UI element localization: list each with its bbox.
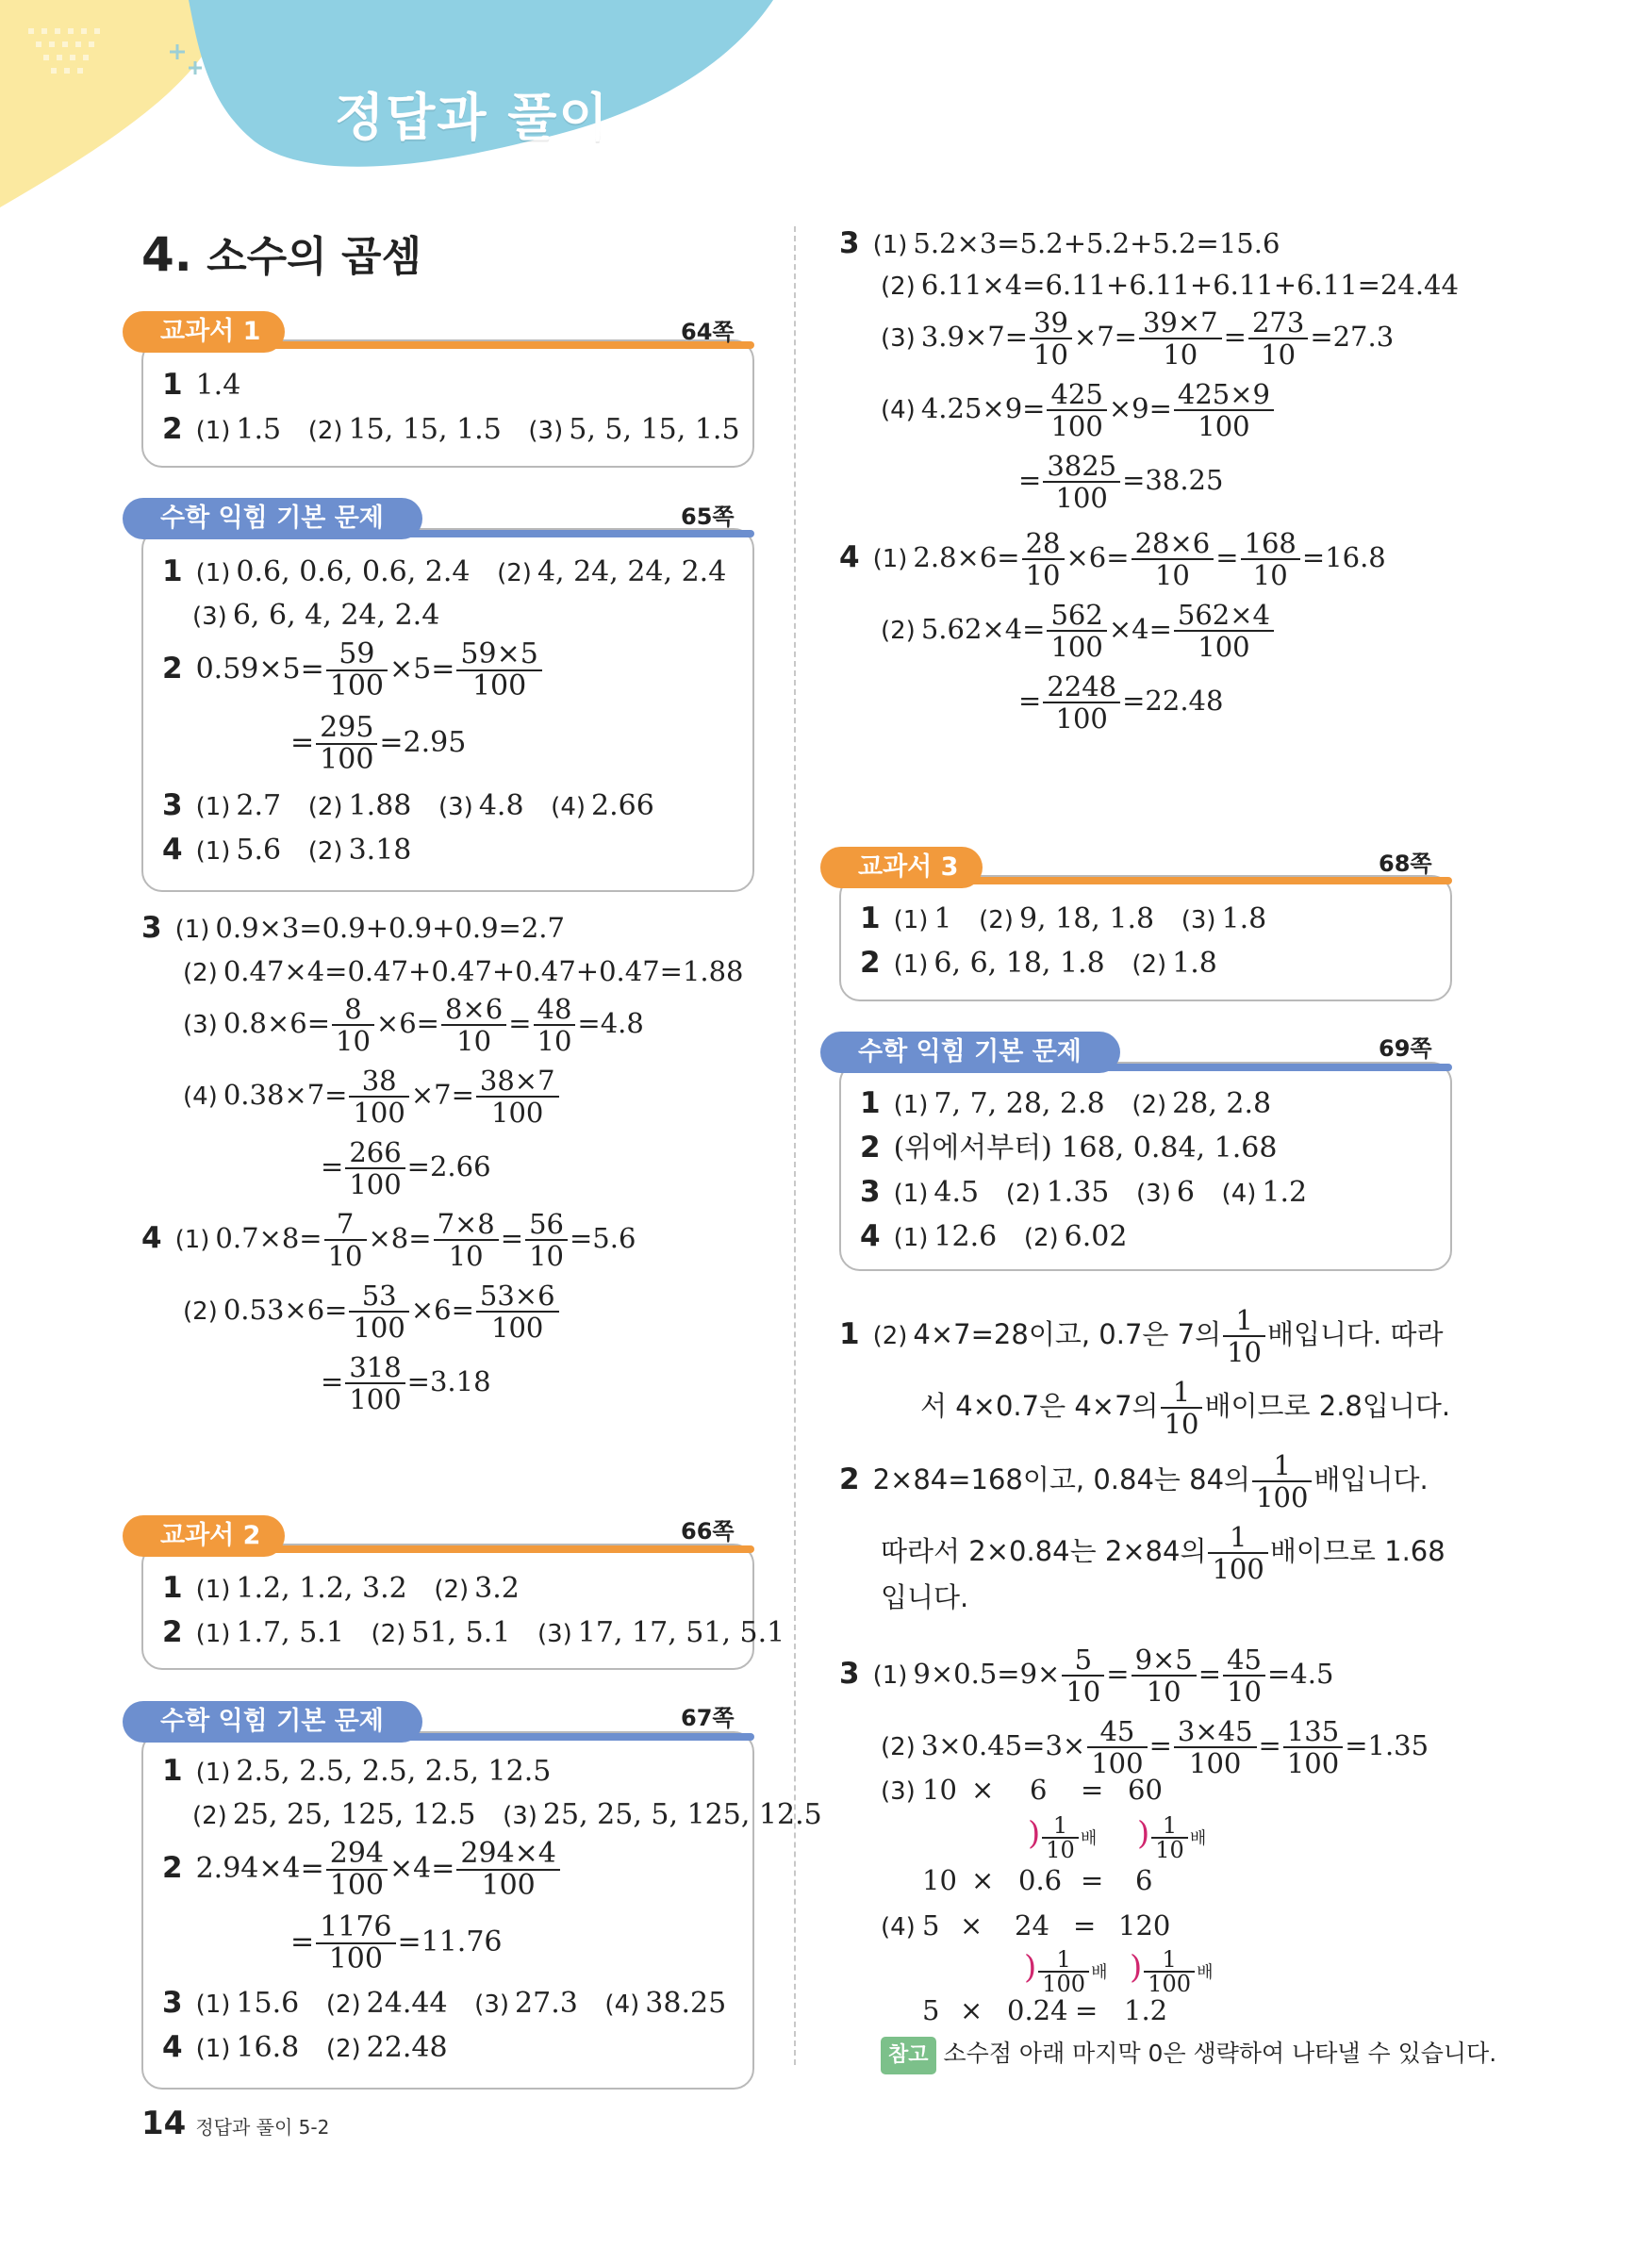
page-ref: 65쪽: [681, 504, 735, 530]
textbook-1-tab: 교과서 1: [123, 311, 285, 353]
explanation-line: = $\frac{266}{100}$ =2.66: [321, 1136, 491, 1200]
scheme-cell: 60: [1128, 1774, 1163, 1806]
scheme-annotation: ) $\frac{1}{10}$ 배: [1028, 1812, 1098, 1863]
answer-line: 1 (1) 0.6, 0.6, 0.6, 2.4 (2) 4, 24, 24, 2.4: [162, 554, 727, 588]
note: [881, 2037, 1496, 2074]
scheme-cell: 1.2: [1124, 1994, 1168, 2026]
chapter-name: 소수의 곱셈: [206, 233, 421, 281]
answer-line: 2 0.59×5= $\frac{59}{100}$ ×5= $\frac{59\times 5}{100}$: [162, 639, 544, 702]
practice-69-tab: 수학 익힘 기본 문제: [820, 1032, 1120, 1073]
answer-line: 3 (1) 15.6 (2) 24.44 (3) 27.3 (4) 38.25: [162, 1986, 727, 2020]
answer-line: 1 (1) 1 (2) 9, 18, 1.8 (3) 1.8: [860, 901, 1267, 935]
answer-line: 4 (1) 16.8 (2) 22.48: [162, 2030, 448, 2064]
textbook-1-box: [141, 339, 754, 468]
explanation-line: (3): [881, 1777, 916, 1806]
chapter-number: 4.: [141, 227, 192, 282]
note-badge: 참고: [881, 2037, 936, 2074]
explanation-line: 1 (2) 4×7=28이고, 0.7은 7의 $\frac{1}{10}$ 배입니다. 따라: [839, 1304, 1444, 1368]
answer-line: 3 (1) 2.7 (2) 1.88 (3) 4.8 (4) 2.66: [162, 788, 654, 822]
explanation-line: (3) 0.8×6= $\frac{8}{10}$ ×6= $\frac{8\times 6}{10}$ = $\frac{48}{10}$ =4.8: [183, 993, 644, 1057]
scheme-cell: 6: [1030, 1774, 1048, 1806]
scheme-annotation: ) $\frac{1}{10}$ 배: [1137, 1812, 1207, 1863]
textbook-3-box: [839, 875, 1452, 1001]
scheme-cell: ×: [971, 1864, 995, 1896]
page-footer: [141, 2105, 329, 2142]
explanation-line: (2) 3×0.45=3× $\frac{45}{100}$ = $\frac{3\times 45}{100}$ = $\frac{135}{100}$ =1.35: [881, 1715, 1429, 1779]
answer-line: 1 (1) 2.5, 2.5, 2.5, 2.5, 12.5: [162, 1754, 552, 1788]
explanation-line: (4): [881, 1913, 916, 1941]
column-divider: [794, 226, 796, 2065]
scheme-annotation: ) $\frac{1}{100}$ 배: [1130, 1946, 1214, 1997]
scheme-cell: ×: [960, 1994, 983, 2026]
scheme-cell: 5: [922, 1909, 940, 1941]
page-header-title: 정답과 풀이: [335, 88, 610, 147]
explanation-line: (2) 0.53×6= $\frac{53}{100}$ ×6= $\frac{53\times 6}{100}$: [183, 1280, 561, 1343]
textbook-2-tab: 교과서 2: [123, 1515, 285, 1557]
page-number: 14: [141, 2105, 187, 2142]
explanation-line: 3 (1) 9×0.5=9× $\frac{5}{10}$ = $\frac{9\times 5}{10}$ = $\frac{45}{10}$ =4.5: [839, 1644, 1334, 1708]
scheme-cell: =: [1081, 1864, 1104, 1896]
answer-line: 2 (1) 6, 6, 18, 1.8 (2) 1.8: [860, 946, 1217, 980]
explanation-line: 따라서 2×0.84는 2×84의 $\frac{1}{100}$ 배이므로 1.68: [881, 1521, 1446, 1585]
scheme-annotation: ) $\frac{1}{100}$ 배: [1024, 1946, 1108, 1997]
explanation-line: (2) 6.11×4=6.11+6.11+6.11+6.11=24.44: [881, 269, 1459, 301]
scheme-cell: ×: [960, 1909, 983, 1941]
scheme-cell: ×: [971, 1774, 995, 1806]
explanation-line: 4 (1) 0.7×8= $\frac{7}{10}$ ×8= $\frac{7\times 8}{10}$ = $\frac{56}{10}$ =5.6: [141, 1208, 636, 1272]
explanation-line: = $\frac{3825}{100}$ =38.25: [1018, 450, 1224, 514]
explanation-line: 3 (1) 5.2×3=5.2+5.2+5.2=15.6: [839, 226, 1280, 260]
explanation-line: (3) 3.9×7= $\frac{39}{10}$ ×7= $\frac{39\times 7}{10}$ = $\frac{273}{10}$ =27.3: [881, 306, 1395, 371]
answer-line: (2) 25, 25, 125, 12.5 (3) 25, 25, 5, 125, 12.5: [192, 1798, 822, 1831]
answer-line: 2 (위에서부터) 168, 0.84, 1.68: [860, 1131, 1278, 1165]
chapter-title: [141, 223, 421, 283]
explanation-line: (4) 0.38×7= $\frac{38}{100}$ ×7= $\frac{38\times 7}{100}$: [183, 1066, 561, 1128]
scheme-cell: =: [1075, 1994, 1099, 2026]
answer-line: 2 (1) 1.7, 5.1 (2) 51, 5.1 (3) 17, 17, 51, 5.1: [162, 1615, 785, 1649]
answer-line: 2 (1) 1.5 (2) 15, 15, 1.5 (3) 5, 5, 15, 1.5: [162, 412, 740, 446]
practice-65-tab: 수학 익힘 기본 문제: [123, 498, 422, 539]
explanation-line: (4) 4.25×9= $\frac{425}{100}$ ×9= $\frac{425\times 9}{100}$: [881, 379, 1276, 441]
answer-line: 4 (1) 5.6 (2) 3.18: [162, 833, 412, 867]
explanation-line: (2) 5.62×4= $\frac{562}{100}$ ×4= $\frac{562\times 4}{100}$: [881, 600, 1276, 662]
explanation-line: 2 2×84=168이고, 0.84는 84의 $\frac{1}{100}$ 배입니다.: [839, 1449, 1429, 1513]
explanation-line: 3 (1) 0.9×3=0.9+0.9+0.9=2.7: [141, 911, 565, 945]
explanation-line: = $\frac{2248}{100}$ =22.48: [1018, 670, 1224, 735]
answer-line: = $\frac{1176}{100}$ =11.76: [290, 1910, 503, 1975]
answer-line: (3) 6, 6, 4, 24, 2.4: [192, 599, 440, 632]
answer-line: = $\frac{295}{100}$ =2.95: [290, 711, 467, 776]
answer-line: 3 (1) 4.5 (2) 1.35 (3) 6 (4) 1.2: [860, 1175, 1308, 1209]
page-ref: 68쪽: [1379, 851, 1432, 877]
scheme-cell: 10: [922, 1864, 957, 1896]
scheme-cell: 24: [1015, 1909, 1049, 1941]
page-ref: 67쪽: [681, 1705, 735, 1731]
answer-line: 1 1.4: [162, 368, 241, 402]
note-text: 소수점 아래 마지막 0은 생략하여 나타낼 수 있습니다.: [943, 2040, 1497, 2067]
page-ref: 66쪽: [681, 1518, 735, 1545]
footer-text: 정답과 풀이 5-2: [195, 2116, 330, 2139]
answer-line: 1 (1) 7, 7, 28, 2.8 (2) 28, 2.8: [860, 1086, 1272, 1120]
explanation-line: 서 4×0.7은 4×7의 $\frac{1}{10}$ 배이므로 2.8입니다.: [920, 1376, 1451, 1440]
scheme-cell: 5: [922, 1994, 940, 2026]
page-ref: 69쪽: [1379, 1035, 1432, 1062]
explanation-line: 입니다.: [881, 1581, 969, 1613]
explanation-line: 4 (1) 2.8×6= $\frac{28}{10}$ ×6= $\frac{28\times 6}{10}$ = $\frac{168}{10}$ =16.8: [839, 527, 1386, 591]
scheme-cell: 6: [1135, 1864, 1153, 1896]
answer-line: 1 (1) 1.2, 1.2, 3.2 (2) 3.2: [162, 1571, 520, 1605]
scheme-cell: =: [1081, 1774, 1104, 1806]
answer-line: 4 (1) 12.6 (2) 6.02: [860, 1219, 1128, 1253]
scheme-cell: 120: [1118, 1909, 1171, 1941]
page-ref: 64쪽: [681, 319, 735, 345]
scheme-cell: =: [1073, 1909, 1097, 1941]
scheme-cell: 0.6: [1018, 1864, 1063, 1896]
scheme-cell: 10: [922, 1774, 957, 1806]
header-decoration: [0, 0, 1652, 226]
textbook-3-tab: 교과서 3: [820, 847, 983, 888]
answer-line: 2 2.94×4= $\frac{294}{100}$ ×4= $\frac{294\times 4}{100}$: [162, 1839, 562, 1901]
scheme-cell: 0.24: [1007, 1994, 1068, 2026]
explanation-line: (2) 0.47×4=0.47+0.47+0.47+0.47=1.88: [183, 955, 744, 987]
practice-67-tab: 수학 익힘 기본 문제: [123, 1701, 422, 1743]
explanation-line: = $\frac{318}{100}$ =3.18: [321, 1351, 491, 1415]
